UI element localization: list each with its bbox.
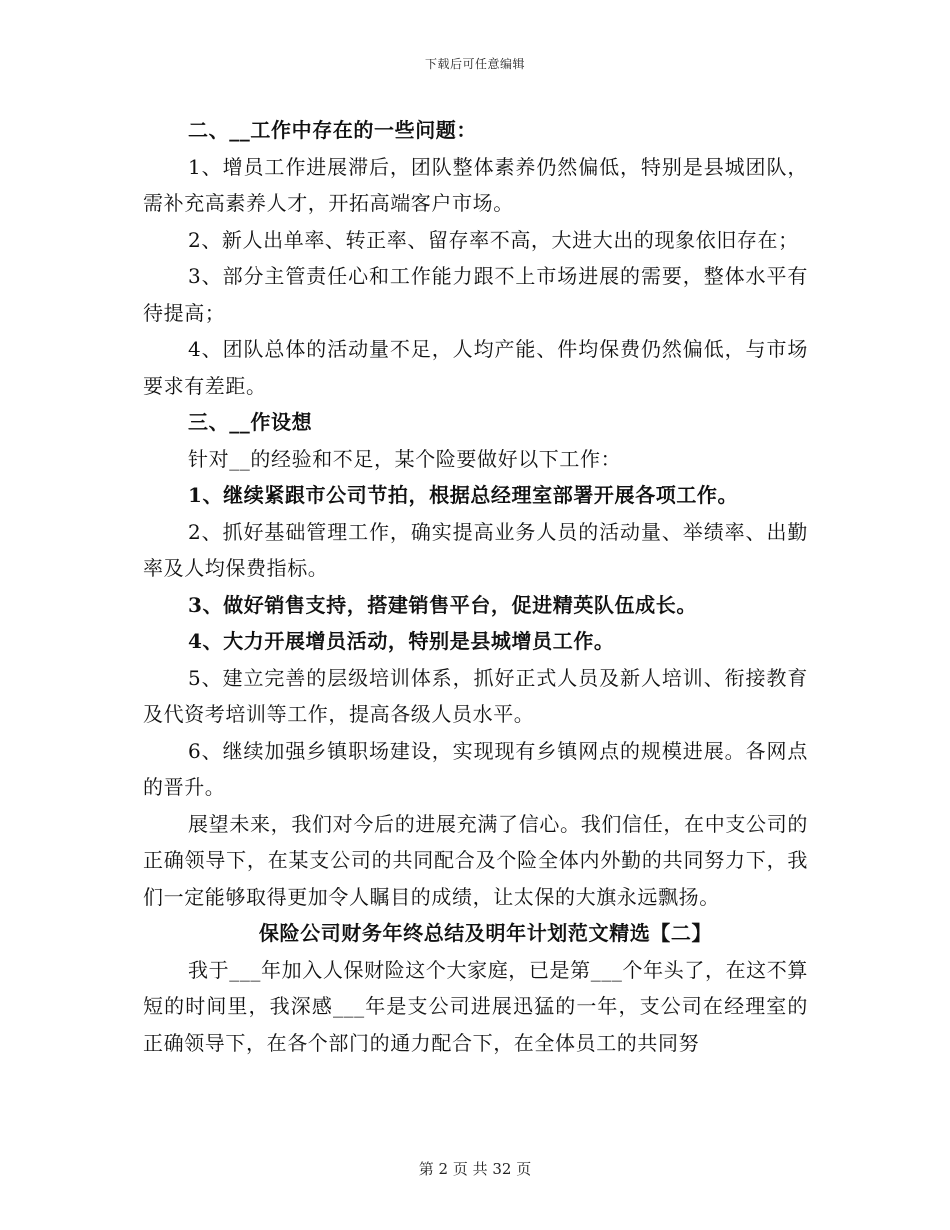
paragraph-plans-intro: 针对__的经验和不足，某个险要做好以下工作： — [188, 446, 622, 471]
paragraph-outlook: 展望未来，我们对今后的进展充满了信心。我们信任，在中支公司的正确领导下，在某支公司的共同配合及个险全体内外勤的共同努力下，我们一定能够取得更加令人瞩目的成绩，让太保的大旗永远飘扬。 — [143, 811, 808, 909]
paragraph-plan-6: 6、继续加强乡镇职场建设，实现现有乡镇网点的规模进展。各网点的晋升。 — [143, 738, 808, 799]
paragraph-problem-3: 3、部分主管责任心和工作能力跟不上市场进展的需要，整体水平有待提高； — [143, 264, 808, 325]
section-title: 保险公司财务年终总结及明年计划范文精选【二】 — [258, 921, 713, 945]
paragraph-plan-5: 5、建立完善的层级培训体系，抓好正式人员及新人培训、衔接教育及代资考培训等工作，提高各级人员水平。 — [143, 665, 808, 726]
paragraph-plan-2: 2、抓好基础管理工作，确实提高业务人员的活动量、举绩率、出勤率及人均保费指标。 — [143, 519, 808, 580]
document-body — [143, 112, 808, 1061]
page-header: 下载后可任意编辑 — [424, 57, 525, 71]
paragraph-plan-4: 4、大力开展增员活动，特别是县城增员工作。 — [188, 629, 615, 653]
paragraph-problem-1: 1、增员工作进展滞后，团队整体素养仍然偏低，特别是县城团队，需补充高素养人才，开拓高端客户市场。 — [143, 154, 808, 215]
paragraph-problem-4: 4、团队总体的活动量不足，人均产能、件均保费仍然偏低，与市场要求有差距。 — [143, 337, 808, 398]
paragraph-section-two-intro: 我于___年加入人保财险这个大家庭，已是第___个年头了，在这不算短的时间里，我深感___年是支公司进展迅猛的一年，支公司在经理室的正确领导下，在各个部门的通力配合下，在全体员工的共同努 — [143, 957, 808, 1055]
heading-plans: 三、__作设想 — [188, 410, 313, 434]
paragraph-plan-1: 1、继续紧跟市公司节拍，根据总经理室部署开展各项工作。 — [188, 483, 739, 507]
heading-problems: 二、__工作中存在的一些问题： — [188, 118, 477, 142]
paragraph-plan-3: 3、做好销售支持，搭建销售平台，促进精英队伍成长。 — [188, 592, 697, 617]
page-footer: 第 2 页 共 32 页 — [418, 1160, 532, 1178]
paragraph-problem-2: 2、新人出单率、转正率、留存率不高，大进大出的现象依旧存在； — [188, 227, 799, 252]
